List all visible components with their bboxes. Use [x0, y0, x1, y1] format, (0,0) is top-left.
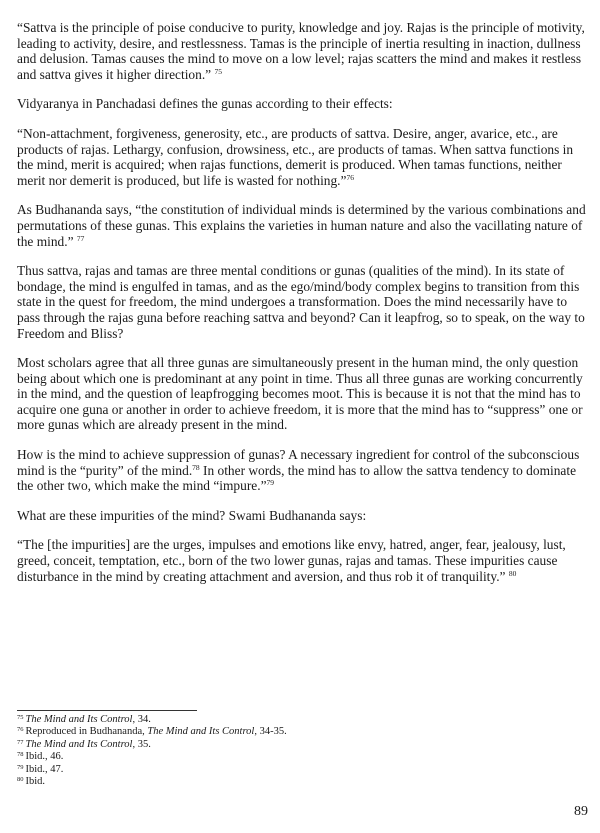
footnote-80 [17, 776, 417, 788]
footnote-divider [17, 710, 197, 711]
footnote-75 [17, 714, 417, 726]
paragraph-three-conditions [17, 263, 587, 341]
paragraph-vidyaranya [17, 96, 587, 112]
footnote-ref-80: 80 [508, 568, 517, 578]
paragraph-sattva-quote [17, 20, 587, 82]
footnote-79 [17, 764, 417, 776]
page-number: 89 [574, 804, 588, 819]
footnote-book-title: The Mind and Its Control [25, 738, 133, 750]
footnote-number: 75 [17, 714, 24, 721]
footnote-number: 79 [17, 763, 24, 771]
paragraph-text: Most scholars agree that all three gunas are simultaneously present in the human mind, the only question being about which one is predominant at any point in time. Thus all three gunas are working concurrently in the mind, and the question of leapfrogging becomes moot. This is because it is not that the mind has to acquire one guna or another in order to achieve freedom, it is more that the mind has to “suppress” one or more gunas which are already present in the mind. [17, 355, 583, 433]
paragraph-text-continued: In other words, the mind has to allow the sattva tendency to dominate the other two, which make the mind “impure.” [17, 462, 577, 494]
paragraph-text: What are these impurities of the mind? Swami Budhananda says: [17, 507, 367, 523]
footnote-number: 77 [17, 738, 24, 746]
paragraph-text: “Sattva is the principle of poise conducive to purity, knowledge and joy. Rajas is the principle of motivity, leading to activity, desire, and restlessness. Tamas is the principle of inertia resulting in inaction, dullness and delusion. Tamas causes the mind to move on a low level; rajas scatters the mind and makes it restless and sattva gives it higher direction.” [17, 20, 585, 82]
footnote-text: , 34-35. [254, 726, 287, 738]
footnote-text: , 35. [132, 738, 151, 750]
paragraph-non-attachment-quote [17, 126, 587, 188]
footnote-text: Ibid. [25, 776, 46, 788]
paragraph-suppression [17, 447, 587, 494]
footnotes [17, 714, 417, 788]
paragraph-text: As Budhananda says, “the constitution of individual minds is determined by the various combinations and permutations of these gunas. This explains the varieties in human nature and also the vacillating nature of the mind.” [17, 202, 586, 249]
footnote-78 [17, 751, 417, 763]
paragraph-text: Thus sattva, rajas and tamas are three mental conditions or gunas (qualities of the mind). In its state of bondage, the mind is engulfed in tamas, and as the ego/mind/body complex begins to transition from this state in the quest for freedom, the mind undergoes a transformation. Does the mind necessarily have to pass through the rajas guna before reaching sattva and beyond? Can it leapfrog, so to speak, on the way to Freedom and Bliss? [17, 263, 585, 341]
footnote-text: , 34. [132, 714, 151, 725]
footnote-77 [17, 739, 417, 751]
footnote-ref-79: 79 [266, 478, 275, 488]
paragraph-text: Vidyaranya in Panchadasi defines the gunas according to their effects: [17, 96, 393, 112]
footnote-text: Ibid., 46. [25, 751, 64, 763]
paragraph-impurities-quote [17, 537, 587, 584]
footnote-ref-78: 78 [192, 462, 200, 472]
paragraph-impurities-question [17, 508, 587, 524]
footnote-book-title: The Mind and Its Control [25, 714, 133, 725]
footnote-ref-77: 77 [76, 233, 85, 243]
footnote-text: Ibid., 47. [25, 763, 64, 775]
footnote-number: 80 [17, 776, 24, 784]
paragraph-text: “Non-attachment, forgiveness, generosity, etc., are products of sattva. Desire, anger, avarice, etc., are products of rajas. Lethargy, confusion, drowsiness, etc., are products of tamas. When sattva functions in the mind, merit is acquired; when rajas functions, demerit is produced. When tamas functions, neither merit nor demerit is produced, but life is wasted for nothing.” [17, 125, 574, 188]
footnote-number: 78 [17, 751, 24, 759]
body-text [17, 20, 587, 598]
paragraph-scholars-agree [17, 355, 587, 433]
footnote-text: Reproduced in Budhananda, [25, 726, 148, 738]
footnote-76 [17, 726, 417, 738]
footnote-ref-76: 76 [346, 172, 354, 182]
footnote-book-title: The Mind and Its Control [147, 726, 255, 738]
paragraph-budhananda-says [17, 202, 587, 249]
footnote-ref-75: 75 [214, 66, 222, 76]
paragraph-text: “The [the impurities] are the urges, impulses and emotions like envy, hatred, anger, fear, jealousy, lust, greed, conceit, temptation, etc., born of the two lower gunas, rajas and tamas. These impurities cause disturbance in the mind by creating attachment and aversion, and thus rob it of tranquility.” [17, 537, 566, 584]
footnote-number: 76 [17, 726, 24, 734]
paragraph-text: How is the mind to achieve suppression of gunas? A necessary ingredient for control of the subconscious mind is the “purity” of the mind. [17, 447, 580, 478]
